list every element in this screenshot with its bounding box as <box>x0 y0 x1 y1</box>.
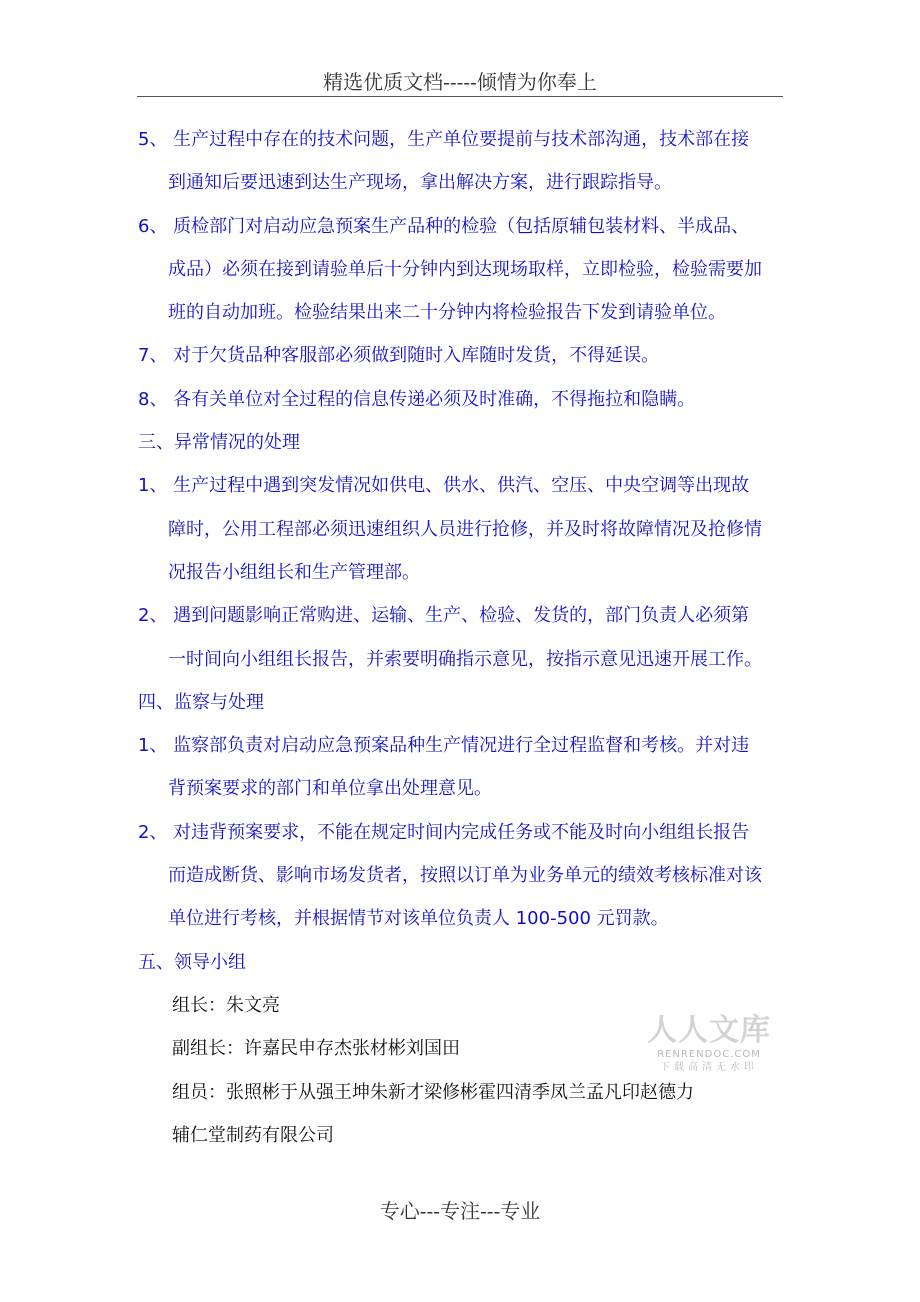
section4-item1-line1: 1、 监察部负责对启动应急预案品种生产情况进行全过程监督和考核。并对违 <box>138 735 750 756</box>
item5-line1: 5、 生产过程中存在的技术问题，生产单位要提前与技术部沟通，技术部在接 <box>138 129 750 150</box>
item5-line2: 到通知后要迅速到达生产现场，拿出解决方案，进行跟踪指导。 <box>168 172 672 193</box>
section4-item2-line3: 单位进行考核，并根据情节对该单位负责人 100-500 元罚款。 <box>168 908 669 929</box>
leader-line: 组长：朱文亮 <box>172 995 280 1016</box>
header-rule <box>137 96 783 97</box>
section3-item1-line2: 障时，公用工程部必须迅速组织人员进行抢修，并及时将故障情况及抢修情 <box>168 519 762 540</box>
deputy-line: 副组长：许嘉民申存杰张材彬刘国田 <box>172 1038 460 1059</box>
section5-heading: 五、领导小组 <box>138 952 246 973</box>
item6-line2: 成品）必须在接到请验单后十分钟内到达现场取样，立即检验，检验需要加 <box>168 259 762 280</box>
watermark-domain: RENRENDOC.COM <box>657 1049 761 1060</box>
section3-item2-line2: 一时间向小组组长报告，并索要明确指示意见，按指示意见迅速开展工作。 <box>168 649 762 670</box>
item6-line3: 班的自动加班。检验结果出来二十分钟内将检验报告下发到请验单位。 <box>168 302 726 323</box>
item8-line1: 8、 各有关单位对全过程的信息传递必须及时准确，不得拖拉和隐瞒。 <box>138 389 696 410</box>
watermark-title: 人人文库 <box>647 1013 771 1048</box>
document-header: 精选优质文档-----倾情为你奉上 <box>323 70 597 94</box>
section3-heading: 三、异常情况的处理 <box>138 432 300 453</box>
section4-heading: 四、监察与处理 <box>138 692 264 713</box>
company-name: 辅仁堂制药有限公司 <box>172 1125 334 1146</box>
section4-item1-line2: 背预案要求的部门和单位拿出处理意见。 <box>168 778 492 799</box>
section4-item2-line1: 2、 对违背预案要求，不能在规定时间内完成任务或不能及时向小组组长报告 <box>138 822 750 843</box>
watermark <box>644 1014 774 1074</box>
item7-line1: 7、 对于欠货品种客服部必须做到随时入库随时发货，不得延误。 <box>138 345 660 366</box>
section4-item2-line2: 而造成断货、影响市场发货者，按照以订单为业务单元的绩效考核标准对该 <box>168 865 762 886</box>
watermark-tagline: 下载高清无水印 <box>660 1062 758 1073</box>
section3-item1-line3: 况报告小组组长和生产管理部。 <box>168 562 420 583</box>
item6-line1: 6、 质检部门对启动应急预案生产品种的检验（包括原辅包装材料、半成品、 <box>138 216 750 237</box>
section3-item2-line1: 2、 遇到问题影响正常购进、运输、生产、检验、发货的，部门负责人必须第 <box>138 605 750 626</box>
members-line: 组员：张照彬于从强王坤朱新才梁修彬霍四清季凤兰孟凡印赵德力 <box>172 1082 694 1103</box>
section3-item1-line1: 1、 生产过程中遇到突发情况如供电、供水、供汽、空压、中央空调等出现故 <box>138 475 750 496</box>
document-footer: 专心---专注---专业 <box>379 1199 541 1223</box>
